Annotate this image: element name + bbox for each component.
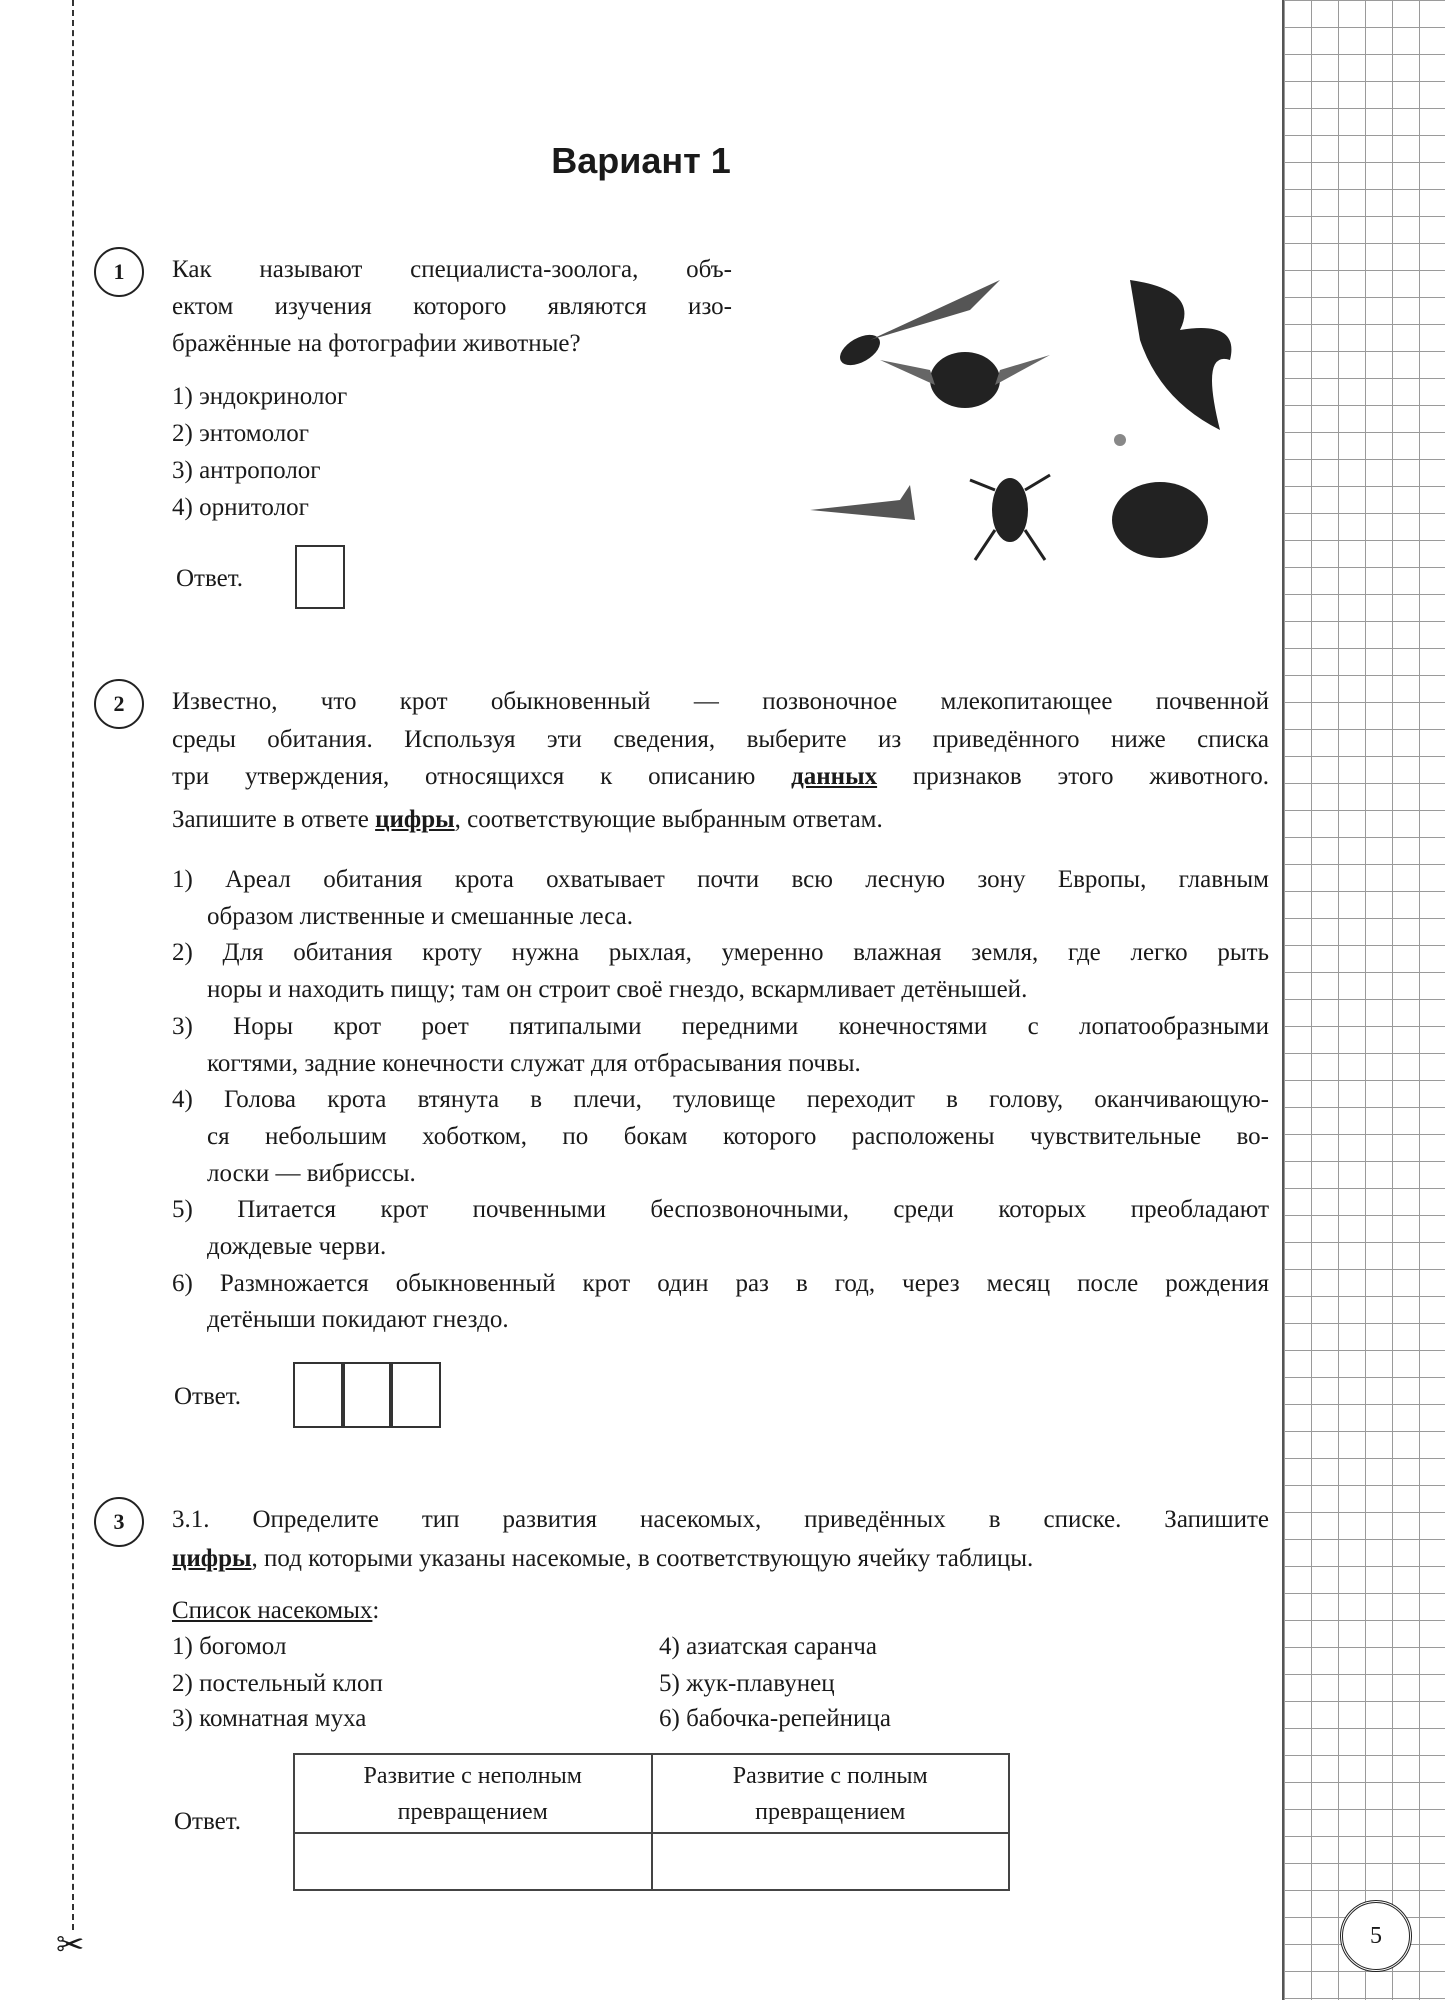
text: три утверждения, относящихся к описанию: [172, 763, 792, 790]
q2-statement: 1) Ареал обитания крота охватывает почти всю лесную зону Европы, главным: [172, 866, 1269, 893]
text: Список насекомых: [172, 1597, 373, 1624]
insect-item: 4) азиатская саранча: [659, 1633, 877, 1660]
text: Запишите в ответе: [172, 806, 376, 833]
q1-option: 3) антрополог: [172, 457, 321, 484]
q2-statement: норы и находить пищу; там он строит своё гнездо, вскармливает детёнышей.: [207, 976, 1028, 1004]
q1-answer-label: Ответ.: [176, 565, 244, 592]
q2-text: среды обитания. Используя эти сведения, выберите из приведённого ниже списка: [172, 726, 1269, 753]
emphasis: цифры: [172, 1545, 252, 1572]
q3-answer-table: [293, 1753, 1010, 1891]
q2-statement: 2) Для обитания кроту нужна рыхлая, умеренно влажная земля, где легко рыть: [172, 939, 1269, 967]
answer-cell-complete[interactable]: [652, 1833, 1010, 1890]
text: , соответствующие выбранным ответам.: [454, 806, 883, 833]
q2-instruction: [172, 806, 883, 834]
q3-text: 3.1. Определите тип развития насекомых, приведённых в списке. Запишите: [172, 1506, 1269, 1533]
insect-item: 1) богомол: [172, 1633, 287, 1660]
q2-answer-box-1[interactable]: [293, 1362, 345, 1428]
q2-answer-box-3[interactable]: [389, 1362, 441, 1428]
q3-answer-label: Ответ.: [174, 1808, 242, 1835]
task-number-1: 1: [94, 247, 144, 297]
q3-text: [172, 1545, 1033, 1573]
q1-option: 2) энтомолог: [172, 420, 310, 447]
page-title: Вариант 1: [551, 140, 731, 181]
insect-item: 6) бабочка-репейница: [659, 1705, 891, 1732]
col-incomplete-header: Развитие с неполным превращением: [294, 1754, 652, 1833]
q2-statement: лоски — вибриссы.: [207, 1159, 416, 1187]
task-number-3: 3: [94, 1497, 144, 1547]
q2-statement: когтями, задние конечности служат для отбрасывания почвы.: [207, 1049, 861, 1077]
q2-statement: образом лиственные и смешанные леса.: [207, 902, 634, 930]
q2-statement: 5) Питается крот почвенными беспозвоночными, среди которых преобладают: [172, 1196, 1269, 1224]
q2-answer-box-2[interactable]: [341, 1362, 393, 1428]
emphasis: данных: [791, 763, 878, 790]
q2-statement: ся небольшим хоботком, по бокам которого расположены чувствительные во-: [207, 1122, 1269, 1150]
q1-answer-box[interactable]: [295, 545, 345, 609]
q2-statement: дождевые черви.: [207, 1233, 387, 1260]
insects-photo: [800, 270, 1260, 590]
q2-statement: 6) Размножается обыкновенный крот один раз в год, через месяц после рождения: [172, 1269, 1269, 1297]
cut-line: [72, 0, 74, 1930]
q1-option: 1) эндокринолог: [172, 383, 348, 410]
insect-item: 2) постельный клоп: [172, 1670, 383, 1697]
col-complete-header: Развитие с полным превращением: [652, 1754, 1010, 1833]
q1-text: бражённые на фотографии животные?: [172, 330, 581, 357]
q2-statement: детёныши покидают гнездо.: [207, 1306, 509, 1334]
q2-answer-label: Ответ.: [174, 1383, 242, 1410]
answer-cell-incomplete[interactable]: [294, 1833, 652, 1890]
q3-list-title: Список насекомых:: [172, 1597, 380, 1624]
q1-text: ектом изучения которого являются изо-: [172, 293, 732, 320]
insect-item: 5) жук-плавунец: [659, 1670, 835, 1697]
task-number-2: 2: [94, 679, 144, 729]
insect-item: 3) комнатная муха: [172, 1705, 367, 1732]
emphasis: цифры: [375, 806, 455, 833]
text: признаков этого животного.: [877, 763, 1269, 790]
grid-margin: [1282, 0, 1445, 2000]
q1-option: 4) орнитолог: [172, 494, 309, 521]
q2-statement: 3) Норы крот роет пятипалыми передними конечностями с лопатообразными: [172, 1012, 1269, 1040]
q2-text: [172, 763, 1269, 791]
scissors-icon: ✂: [56, 1927, 85, 1964]
q2-statement: 4) Голова крота втянута в плечи, туловище переходит в голову, оканчивающую-: [172, 1086, 1269, 1114]
q1-text: Как называют специалиста-зоолога, объ-: [172, 256, 732, 283]
text: , под которыми указаны насекомые, в соответствующую ячейку таблицы.: [251, 1545, 1034, 1572]
page-number: 5: [1340, 1900, 1412, 1972]
q2-text: Известно, что крот обыкновенный — позвоночное млекопитающее почвенной: [172, 688, 1269, 715]
